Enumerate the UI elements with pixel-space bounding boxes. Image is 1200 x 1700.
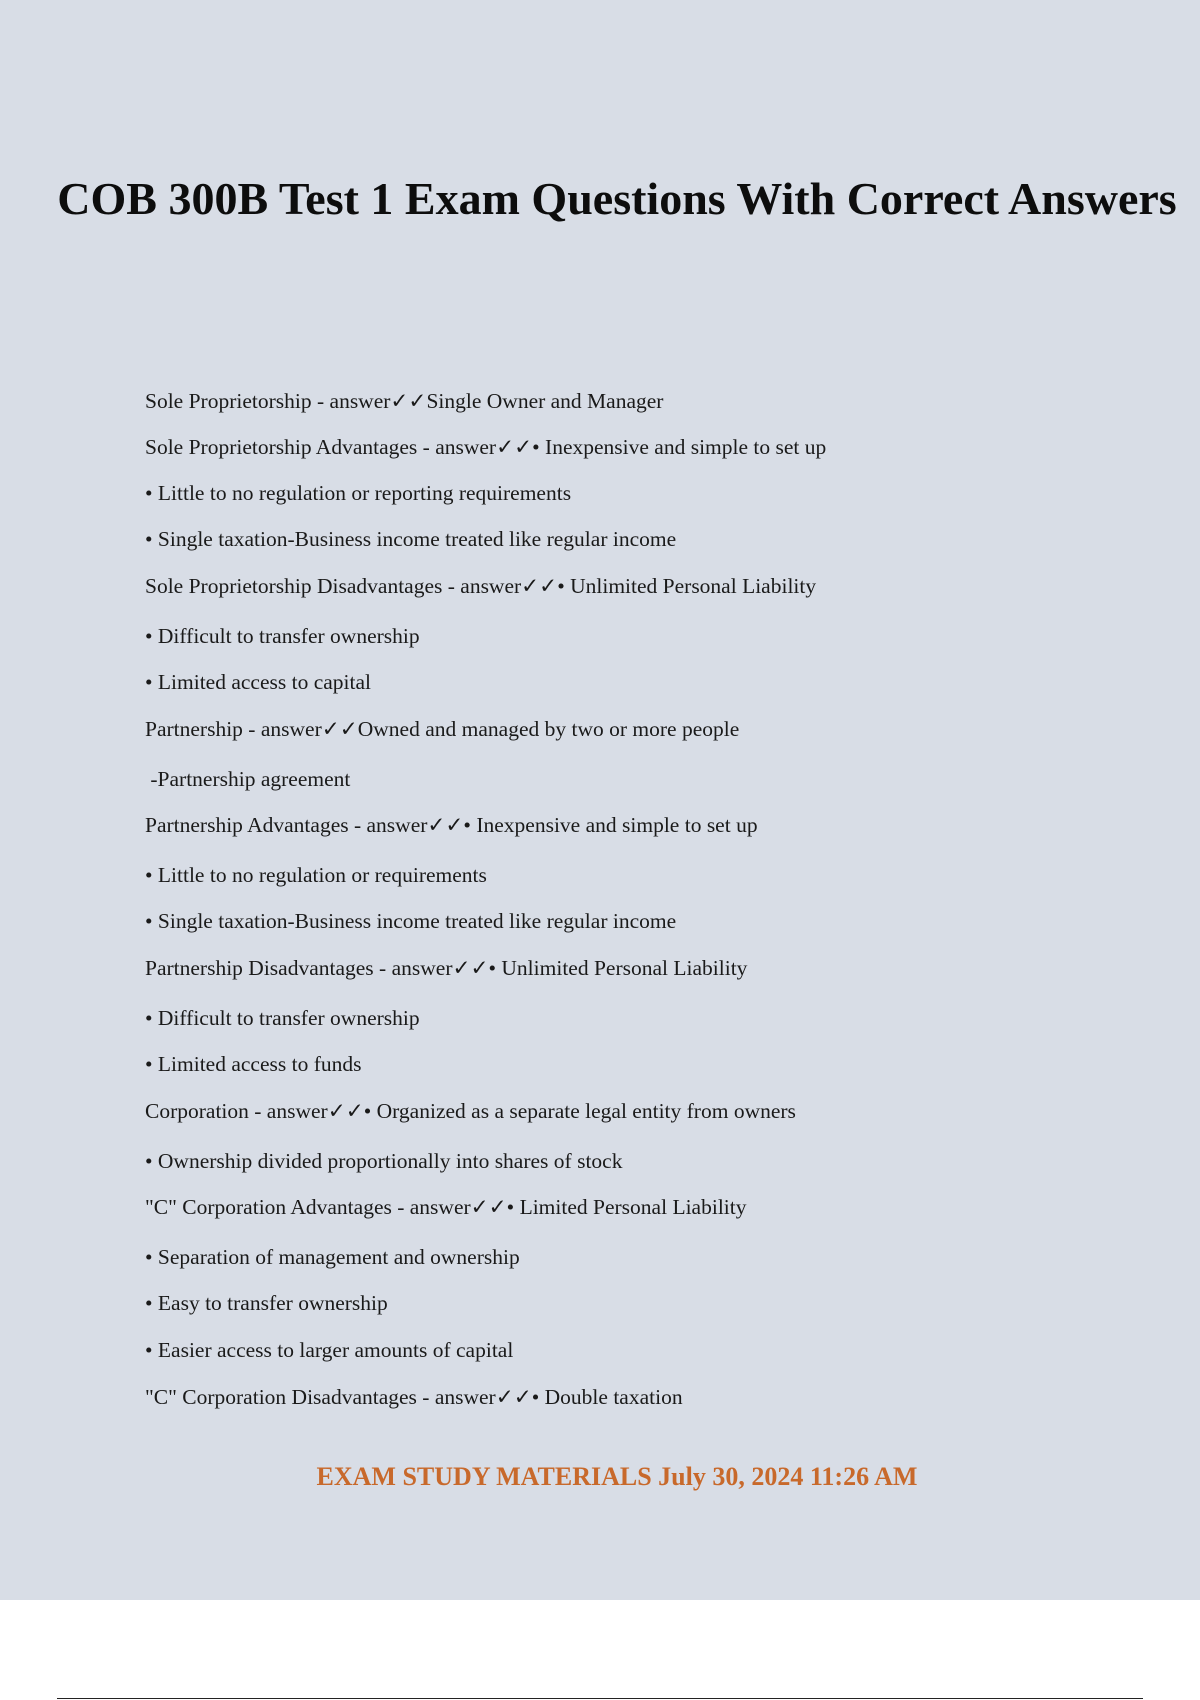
qa-line: Sole Proprietorship Disadvantages - answer✓✓• Unlimited Personal Liability (145, 574, 817, 598)
qa-line: Partnership - answer✓✓Owned and managed by two or more people (145, 717, 740, 741)
qa-line: Sole Proprietorship - answer✓✓Single Owner and Manager (145, 389, 664, 413)
qa-line: "C" Corporation Disadvantages - answer✓✓• Double taxation (145, 1385, 683, 1409)
qa-line: • Difficult to transfer ownership (145, 624, 420, 648)
qa-line: Sole Proprietorship Advantages - answer✓✓• Inexpensive and simple to set up (145, 435, 827, 459)
qa-line: • Little to no regulation or requirements (145, 863, 487, 887)
qa-line: Partnership Disadvantages - answer✓✓• Unlimited Personal Liability (145, 956, 748, 980)
qa-line: Partnership Advantages - answer✓✓• Inexpensive and simple to set up (145, 813, 758, 837)
qa-line: • Single taxation-Business income treated like regular income (145, 909, 677, 933)
qa-line: • Ownership divided proportionally into shares of stock (145, 1149, 623, 1173)
qa-line: • Easy to transfer ownership (145, 1291, 388, 1315)
qa-line: • Limited access to funds (145, 1052, 362, 1076)
exam-study-materials-stamp: EXAM STUDY MATERIALS July 30, 2024 11:26 AM (316, 1462, 918, 1491)
qa-line: Corporation - answer✓✓• Organized as a separate legal entity from owners (145, 1099, 796, 1123)
page-divider (57, 1698, 1143, 1699)
qa-line: • Little to no regulation or reporting requirements (145, 481, 572, 505)
qa-line: • Single taxation-Business income treated like regular income (145, 527, 677, 551)
qa-line: • Easier access to larger amounts of capital (145, 1338, 514, 1362)
qa-line: • Limited access to capital (145, 670, 372, 694)
qa-line: • Difficult to transfer ownership (145, 1006, 420, 1030)
qa-line: "C" Corporation Advantages - answer✓✓• Limited Personal Liability (145, 1195, 747, 1219)
qa-line: -Partnership agreement (145, 767, 351, 791)
document-title: COB 300B Test 1 Exam Questions With Correct Answers (57, 173, 1177, 224)
qa-list (145, 382, 1145, 1428)
qa-line: • Separation of management and ownership (145, 1245, 520, 1269)
